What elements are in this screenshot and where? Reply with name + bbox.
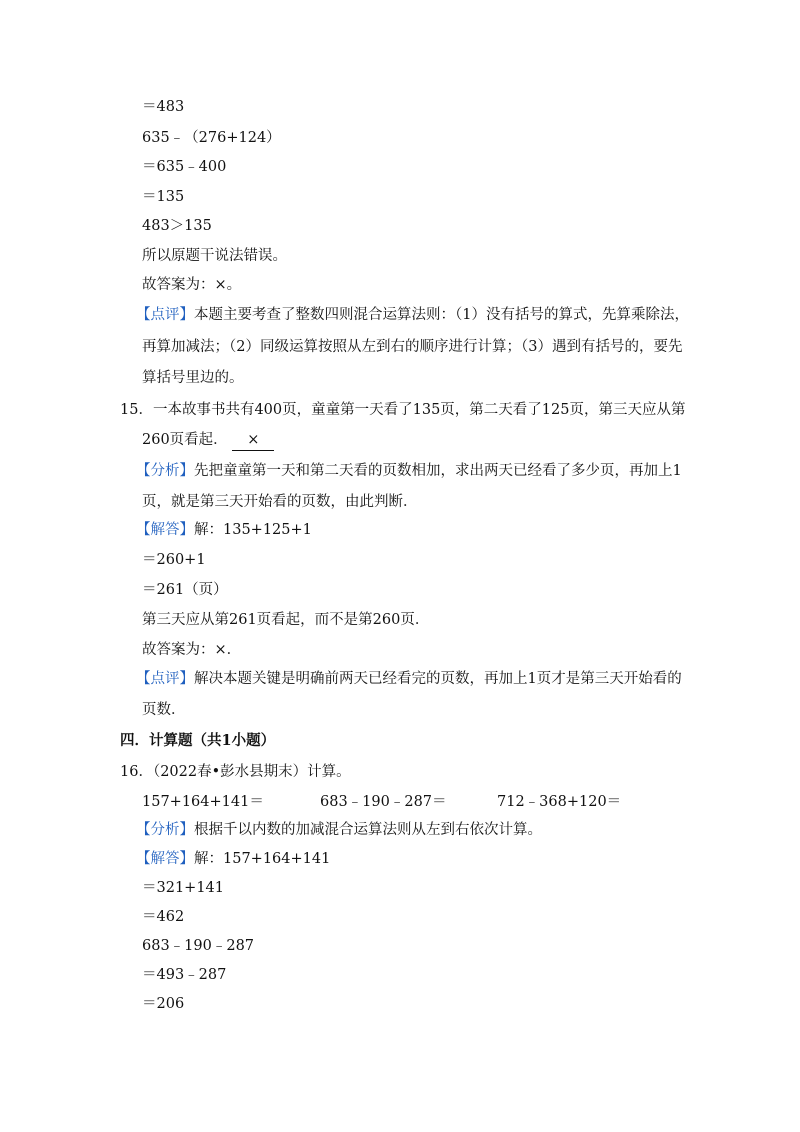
question-number: 16． — [120, 764, 153, 780]
q14-step-line: 483＞135 — [142, 218, 212, 234]
q15-solution-line: ＝260+1 — [142, 552, 206, 568]
analysis-text: 先把童童第一天和第二天看的页数相加，求出两天已经看了多少页，再加上1 — [194, 463, 682, 479]
analysis-text: 根据千以内数的加减混合运算法则从左到右依次计算。 — [194, 822, 542, 838]
q15-question-line — [142, 430, 274, 451]
q15-answer: 故答案为：×． — [142, 642, 242, 658]
review-tag: 【点评】 — [136, 671, 194, 687]
question-text: （2022春•彭水县期末）计算。 — [152, 764, 351, 780]
solution-text: 解：157+164+141 — [194, 851, 331, 867]
q16-question-line — [120, 762, 351, 782]
q16-solution-line — [136, 849, 330, 869]
analysis-tag: 【分析】 — [136, 822, 194, 838]
q16-expression: 683﹣190﹣287＝ — [320, 794, 447, 810]
question-number: 15． — [120, 402, 153, 418]
section-heading: 四．计算题（共1小题） — [120, 732, 276, 749]
question-text: 一本故事书共有400页，童童第一天看了135页，第二天看了125页，第三天应从第 — [152, 402, 686, 418]
q16-solution-line: 683﹣190﹣287 — [142, 938, 255, 954]
q16-solution-line: ＝206 — [142, 996, 185, 1012]
q15-analysis-line — [136, 461, 682, 481]
q15-question-line — [120, 400, 685, 420]
question-text: 260页看起． — [142, 432, 228, 448]
analysis-tag: 【分析】 — [136, 463, 194, 479]
solution-tag: 【解答】 — [136, 522, 194, 538]
solution-text: 解：135+125+1 — [194, 522, 312, 538]
q14-step-line: ＝635﹣400 — [142, 159, 227, 175]
q16-solution-line: ＝462 — [142, 909, 185, 925]
q15-review-line: 页数． — [142, 702, 186, 718]
q15-solution-line: 第三天应从第261页看起，而不是第260页． — [142, 612, 430, 628]
review-tag: 【点评】 — [136, 307, 194, 323]
q14-review-line: 再算加减法；（2）同级运算按照从左到右的顺序进行计算；（3）遇到有括号的，要先 — [142, 339, 683, 355]
q14-step-line: ＝483 — [142, 99, 185, 115]
q15-review-line — [136, 669, 682, 689]
q16-expression: 157+164+141＝ — [142, 794, 264, 810]
q16-analysis-line — [136, 820, 542, 840]
review-text: 解决本题关键是明确前两天已经看完的页数，再加上1页才是第三天开始看的 — [194, 671, 682, 687]
q16-solution-line: ＝493﹣287 — [142, 967, 227, 983]
answer-blank: × — [232, 430, 274, 451]
q14-answer: 故答案为：×。 — [142, 277, 242, 293]
q14-conclusion: 所以原题干说法错误。 — [142, 248, 287, 264]
q14-review-line: 算括号里边的。 — [142, 370, 244, 386]
q15-solution-line: ＝261（页） — [142, 582, 228, 598]
review-text: 本题主要考查了整数四则混合运算法则：（1）没有括号的算式，先算乘除法， — [194, 307, 689, 323]
q15-analysis-line: 页，就是第三天开始看的页数，由此判断． — [142, 494, 418, 510]
q16-solution-line: ＝321+141 — [142, 880, 225, 896]
q14-step-line: 635﹣（276+124） — [142, 130, 281, 146]
solution-tag: 【解答】 — [136, 851, 194, 867]
q15-solution-line — [136, 520, 312, 540]
q14-review-line — [136, 305, 689, 325]
q14-step-line: ＝135 — [142, 189, 185, 205]
q16-expression: 712﹣368+120＝ — [497, 794, 622, 810]
